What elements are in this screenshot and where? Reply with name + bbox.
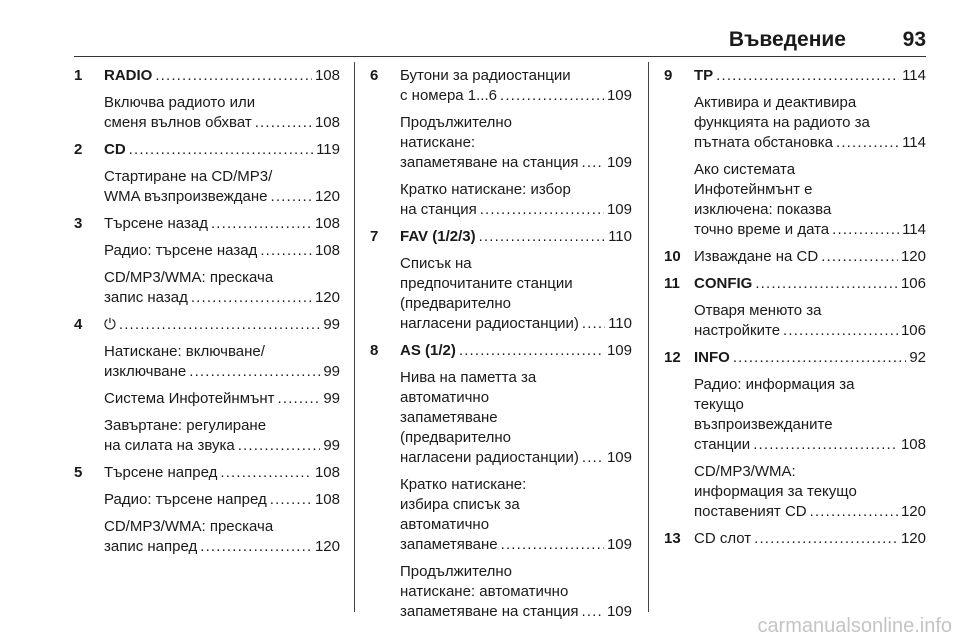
entry-title: AS (1/2) [400,342,456,359]
entry-text: нагласени радиостанции) [400,449,579,466]
dot-leader [119,315,320,335]
leader-line [104,389,340,409]
entry-title: FAV (1/2/3) [400,228,476,245]
index-entry [664,66,926,240]
sub-entry [400,368,632,468]
page-header [74,24,926,56]
sub-entry [400,113,632,173]
entry-title: RADIO [104,67,153,84]
sub-entry [104,517,340,557]
page-ref: 106 [900,322,926,339]
dot-leader [581,153,603,173]
leader-line [104,537,340,557]
page-ref: 120 [900,503,926,520]
sub-entry [104,167,340,207]
leader-line [400,153,632,173]
sub-entry [400,475,632,555]
entry-text: Натискане: включване/ [104,343,265,360]
entry-text: Списък на [400,255,472,272]
entry-text: CD/MP3/WMA: прескача [104,269,274,286]
entry-text: натискане: автоматично [400,583,569,600]
index-entry [370,66,632,220]
leader-line [694,502,926,522]
entry-text: Продължително [400,563,513,580]
page-ref: 106 [900,275,926,292]
entry-text: Радио: търсене назад [104,242,258,259]
entry-text: с номера 1...6 [400,87,497,104]
page-ref: 119 [316,141,340,158]
entry-title: CD [104,141,126,158]
entry-text: запаметяване [400,536,498,553]
entry-text: Търсене напред [104,464,218,481]
entry-text: CD слот [694,530,752,547]
entry-number: 11 [664,275,680,292]
leader-line [104,140,340,160]
dot-leader [500,86,604,106]
leader-line [104,66,340,86]
dot-leader [821,247,898,267]
entry-text: запаметяване на станция [400,603,579,620]
leader-line [104,214,340,234]
entry-text: запис напред [104,538,198,555]
leader-line [694,321,926,341]
dot-leader [582,314,605,334]
leader-line [104,113,340,133]
index-entry [74,315,340,456]
index-entry [664,529,926,549]
page-ref: 109 [606,154,632,171]
page-ref: 108 [314,242,340,259]
entry-text: Изваждане на CD [694,248,819,265]
leader-line [694,66,926,86]
dot-leader [189,362,320,382]
page-ref: 110 [608,228,632,245]
entry-text: информация за текущо [694,483,857,500]
leader-line [104,241,340,261]
index-column-2 [370,66,632,629]
leader-line [694,220,926,240]
entry-text: станции [694,436,751,453]
dot-leader [755,274,898,294]
sub-entry [104,93,340,133]
page-ref: 92 [909,349,926,366]
index-column-1 [74,66,340,564]
leader-line [694,435,926,455]
entry-text: WMA възпроизвеждане [104,188,268,205]
entry-text: CD/MP3/WMA: прескача [104,518,274,535]
entry-text: текущо [694,396,744,413]
dot-leader [129,140,313,160]
dot-leader [191,288,312,308]
page-ref: 120 [900,248,926,265]
dot-leader [783,321,898,341]
index-entry [664,348,926,522]
entry-number: 10 [664,248,681,265]
entry-text: Продължително [400,114,513,131]
entry-text: (предварително [400,429,512,446]
entry-text: точно време и дата [694,221,830,238]
leader-line [400,314,632,334]
entry-text: Отваря менюто за [694,302,822,319]
entry-text: CD/MP3/WMA: [694,463,796,480]
entry-text: сменя вълнов обхват [104,114,252,131]
index-entry [74,214,340,308]
entry-text: на силата на звука [104,437,235,454]
dot-leader [810,502,898,522]
sub-entry [694,375,926,455]
entry-title: CONFIG [694,275,753,292]
page-ref: 108 [314,464,340,481]
page-title: Въведение [728,28,846,51]
page-ref: 120 [314,188,340,205]
page-ref: 108 [314,67,340,84]
dot-leader [501,535,604,555]
sub-entry [400,180,632,220]
index-entry [664,274,926,341]
page-number: 93 [902,28,926,51]
dot-leader [238,436,321,456]
entry-text: поставеният CD [694,503,807,520]
page-ref: 109 [606,449,632,466]
column-divider [648,62,649,612]
entry-text: възпроизвежданите [694,416,833,433]
page-ref: 110 [608,315,632,332]
entry-text: Завъртане: регулиране [104,417,267,434]
page-ref: 108 [314,491,340,508]
page-ref: 109 [606,87,632,104]
entry-text: Система Инфотейнмънт [104,390,275,407]
index-entry [370,341,632,622]
entry-title: TP [694,67,714,84]
sub-entry [400,562,632,622]
entry-number: 7 [370,228,379,245]
entry-text: Радио: информация за [694,376,855,393]
entry-text: на станция [400,201,477,218]
dot-leader [270,490,312,510]
dot-leader [459,341,604,361]
entry-text: предпочитаните станции [400,275,573,292]
index-entry [74,66,340,133]
header-rule [74,56,926,57]
entry-text: Кратко натискане: избор [400,181,571,198]
index-column-3 [664,66,926,556]
entry-number: 3 [74,215,83,232]
watermark: carmanualsonline.info [757,615,952,637]
dot-leader [754,529,898,549]
sub-entry [104,342,340,382]
entry-number: 1 [74,67,83,84]
page-ref: 99 [323,437,340,454]
entry-text: изключена: показва [694,201,832,218]
page-ref: 108 [314,114,340,131]
leader-line [694,247,926,267]
sub-entry [694,462,926,522]
leader-line [104,490,340,510]
leader-line [694,348,926,368]
page-ref: 109 [606,201,632,218]
entry-text: запис назад [104,289,188,306]
leader-line [400,341,632,361]
sub-entry [104,268,340,308]
entry-text: Стартиране на CD/MP3/ [104,168,273,185]
dot-leader [260,241,312,261]
leader-line [400,200,632,220]
entry-text: Инфотейнмънт е [694,181,813,198]
index-entry [74,463,340,557]
leader-line [104,436,340,456]
dot-leader [581,602,603,622]
entry-number: 9 [664,67,673,84]
entry-text: запаметяване [400,409,498,426]
page-ref: 120 [900,530,926,547]
column-divider [354,62,355,612]
page-ref: 114 [902,221,926,238]
page-ref: 120 [314,289,340,306]
entry-text: автоматично [400,516,490,533]
leader-line [694,133,926,153]
entry-text: Нива на паметта за [400,369,537,386]
entry-text: ⏻ [104,316,116,333]
entry-text: Включва радиото или [104,94,256,111]
leader-line [104,187,340,207]
leader-line [104,315,340,335]
page-ref: 114 [902,134,926,151]
entry-text: Радио: търсене напред [104,491,267,508]
sub-entry [104,241,340,261]
entry-number: 2 [74,141,83,158]
dot-leader [255,113,312,133]
entry-text: Кратко натискане: [400,476,527,493]
leader-line [104,362,340,382]
page-ref: 120 [314,538,340,555]
dot-leader [479,227,605,247]
leader-line [400,86,632,106]
page-ref: 108 [900,436,926,453]
dot-leader [582,448,604,468]
dot-leader [832,220,899,240]
entry-text: пътната обстановка [694,134,834,151]
page-ref: 109 [606,603,632,620]
entry-number: 12 [664,349,681,366]
dot-leader [155,66,312,86]
dot-leader [480,200,604,220]
dot-leader [211,214,312,234]
index-entry [74,140,340,207]
page-ref: 114 [902,67,926,84]
sub-entry [104,416,340,456]
leader-line [400,535,632,555]
index-entry [370,227,632,334]
sub-entry [400,254,632,334]
sub-entry [104,490,340,510]
leader-line [104,463,340,483]
entry-text: Активира и деактивира [694,94,857,111]
entry-text: Ако системата [694,161,796,178]
dot-leader [733,348,906,368]
dot-leader [753,435,898,455]
entry-number: 4 [74,316,83,333]
leader-line [694,529,926,549]
entry-text: функцията на радиото за [694,114,870,131]
entry-text: (предварително [400,295,512,312]
sub-entry [104,389,340,409]
leader-line [400,448,632,468]
sub-entry [694,301,926,341]
page-ref: 99 [323,390,340,407]
entry-text: настройките [694,322,781,339]
page-ref: 99 [323,363,340,380]
entry-number: 8 [370,342,379,359]
entry-number: 6 [370,67,379,84]
entry-text: избира списък за [400,496,520,513]
dot-leader [200,537,312,557]
entry-text: запаметяване на станция [400,154,579,171]
sub-entry [694,93,926,153]
page-ref: 109 [606,536,632,553]
dot-leader [220,463,312,483]
entry-text: автоматично [400,389,490,406]
entry-text: Бутони за радиостанции [400,67,571,84]
entry-number: 13 [664,530,681,547]
sub-entry [694,160,926,240]
page-ref: 109 [606,342,632,359]
index-entry [664,247,926,267]
entry-text: Търсене назад [104,215,208,232]
leader-line [694,274,926,294]
leader-line [400,227,632,247]
dot-leader [836,133,899,153]
entry-number: 5 [74,464,83,481]
entry-text: натискане: [400,134,476,151]
dot-leader [271,187,312,207]
entry-text: нагласени радиостанции) [400,315,579,332]
leader-line [104,288,340,308]
leader-line [400,602,632,622]
page-ref: 108 [314,215,340,232]
dot-leader [716,66,899,86]
page-ref: 99 [323,316,340,333]
entry-text: изключване [104,363,187,380]
dot-leader [278,389,321,409]
entry-title: INFO [694,349,730,366]
